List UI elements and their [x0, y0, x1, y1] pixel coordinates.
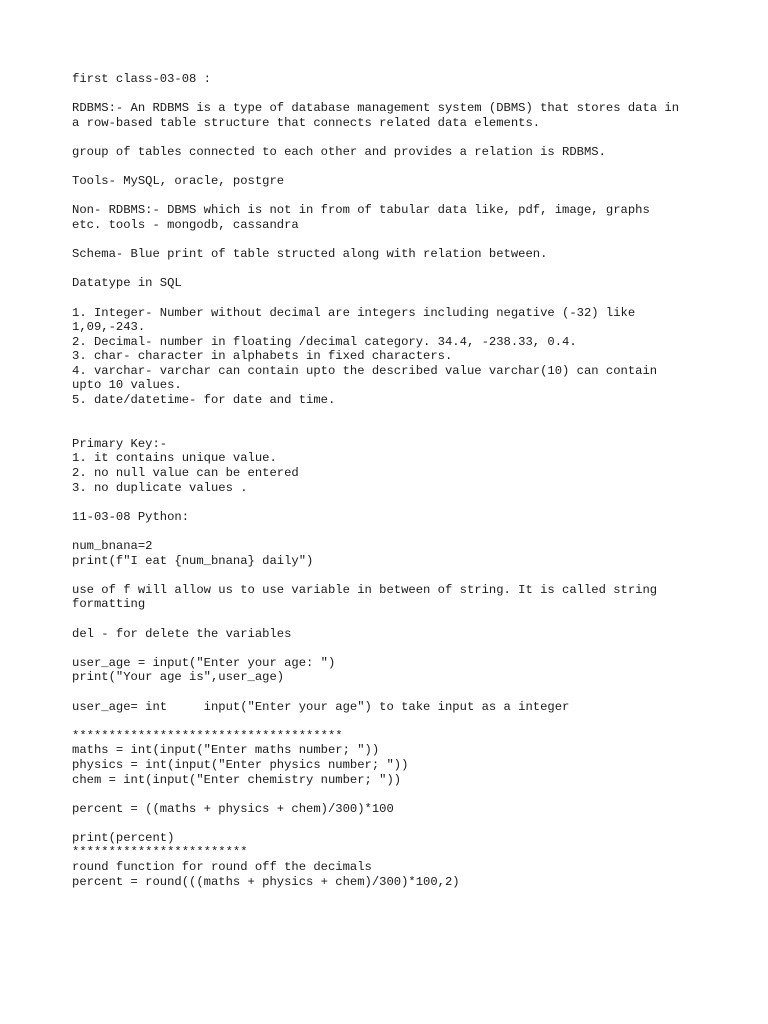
text-line: 3. no duplicate values . — [72, 480, 248, 495]
text-line — [72, 422, 712, 437]
text-line: ************************ — [72, 845, 248, 860]
text-line: group of tables connected to each other and provides a relation is RDBMS. — [72, 144, 606, 159]
document-body — [72, 72, 712, 889]
text-line: Tools- MySQL, oracle, postgre — [72, 174, 285, 189]
text-line: use of f will allow us to use variable in between of string. It is called string — [72, 582, 658, 597]
text-line: 11-03-08 Python: — [72, 509, 190, 524]
text-line — [72, 233, 712, 248]
text-line — [72, 160, 712, 175]
text-line: first class-03-08 : — [72, 72, 211, 86]
text-line: maths = int(input("Enter maths number; ")) — [72, 743, 380, 758]
text-line — [72, 495, 712, 510]
text-line — [72, 189, 712, 204]
text-line: user_age= int input("Enter your age") to take input as a integer — [72, 699, 570, 714]
text-line: 4. varchar- varchar can contain upto the described value varchar(10) can contain — [72, 363, 658, 378]
text-line: physics = int(input("Enter physics number; ")) — [72, 757, 409, 772]
text-line — [72, 262, 712, 277]
text-line: round function for round off the decimals — [72, 860, 372, 875]
text-line: 1. it contains unique value. — [72, 451, 277, 466]
text-line — [72, 408, 712, 423]
text-line: 2. Decimal- number in floating /decimal category. 34.4, -238.33, 0.4. — [72, 334, 577, 349]
text-line: print(f"I eat {num_bnana} daily") — [72, 553, 314, 568]
text-line — [72, 641, 712, 656]
text-line — [72, 612, 712, 627]
text-line — [72, 130, 712, 145]
text-line — [72, 714, 712, 729]
text-line: 2. no null value can be entered — [72, 466, 299, 481]
text-line — [72, 524, 712, 539]
text-line: 3. char- character in alphabets in fixed characters. — [72, 349, 453, 364]
text-line: ************************************* — [72, 728, 343, 743]
text-line: chem = int(input("Enter chemistry number; ")) — [72, 772, 402, 787]
text-line: upto 10 values. — [72, 378, 182, 393]
text-line — [72, 87, 712, 102]
text-line: user_age = input("Enter your age: ") — [72, 655, 336, 670]
text-line — [72, 685, 712, 700]
text-line: num_bnana=2 — [72, 539, 153, 553]
text-line: del - for delete the variables — [72, 626, 292, 641]
text-line: etc. tools - mongodb, cassandra — [72, 217, 299, 232]
text-line: print("Your age is",user_age) — [72, 670, 285, 685]
text-line: 1. Integer- Number without decimal are integers including negative (-32) like — [72, 305, 636, 320]
text-line: a row-based table structure that connects related data elements. — [72, 115, 541, 130]
text-line: Schema- Blue print of table structed along with relation between. — [72, 247, 548, 262]
text-line: Primary Key:- — [72, 436, 168, 451]
text-line: 1,09,-243. — [72, 320, 146, 335]
text-line — [72, 291, 712, 306]
text-line: percent = round(((maths + physics + chem)/300)*100,2) — [72, 874, 460, 889]
text-line: print(percent) — [72, 830, 175, 845]
text-line — [72, 816, 712, 831]
text-line: percent = ((maths + physics + chem)/300)*100 — [72, 801, 394, 816]
text-line: 5. date/datetime- for date and time. — [72, 393, 336, 408]
text-line: formatting — [72, 597, 146, 612]
text-line: Datatype in SQL — [72, 276, 182, 291]
text-line — [72, 787, 712, 802]
text-line — [72, 568, 712, 583]
text-line: Non- RDBMS:- DBMS which is not in from of tabular data like, pdf, image, graphs — [72, 203, 650, 218]
text-line: RDBMS:- An RDBMS is a type of database management system (DBMS) that stores data in — [72, 101, 680, 116]
